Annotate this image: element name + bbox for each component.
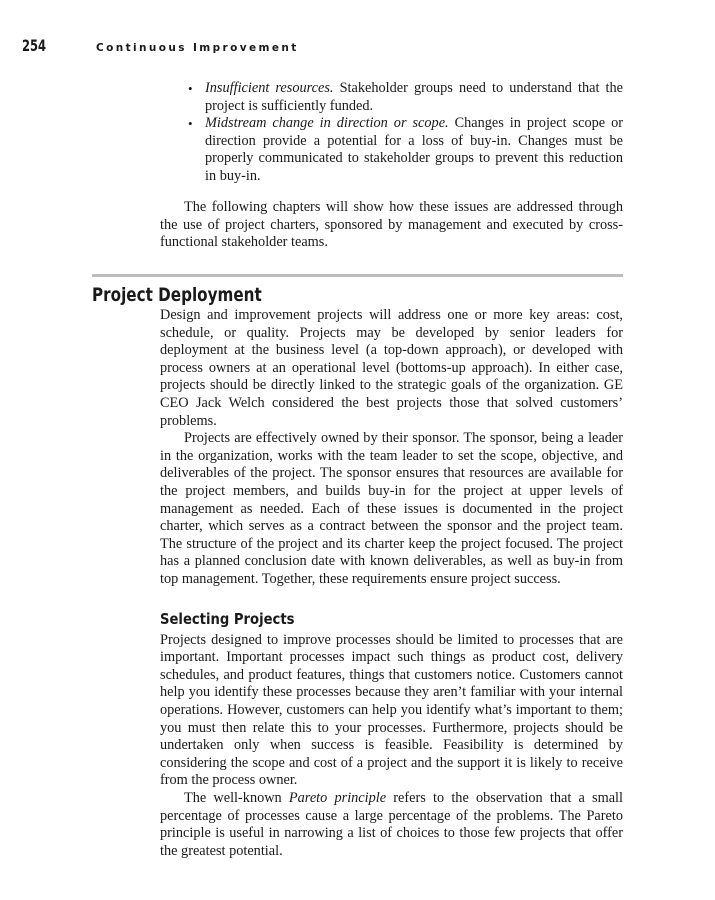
bullet-list bbox=[190, 80, 623, 186]
para-text: The well-known bbox=[184, 789, 289, 806]
bullet-lead: Midstream change in direction or scope. bbox=[205, 115, 449, 132]
bullet-lead: Insufficient resources. bbox=[205, 80, 334, 96]
intro-block bbox=[160, 199, 623, 252]
section-heading: Project Deployment bbox=[92, 284, 262, 306]
section-rule bbox=[92, 274, 623, 277]
page-number: 254 bbox=[22, 36, 47, 55]
intro-paragraph: The following chapters will show how these issues are addressed through the use of project charters, sponsored by management and executed by cross-functional stakeholder teams. bbox=[160, 199, 623, 251]
section-paragraph: Projects are effectively owned by their sponsor. The sponsor, being a leader in the organization, works with the team leader to set the scope, objective, and deliverables of the project. The sponsor ensures that resources are available for the project members, and builds buy-in for the project at upper levels of management as needed. Each of these issues is documented in the project charter, which serves as a contract between the sponsor and the project team. The structure of the project and its charter keep the project focused. The project has a planned conclusion date with known deliverables, as well as buy-in from top management. Together, these requirements ensure project success. bbox=[160, 430, 623, 587]
section-body bbox=[160, 307, 623, 589]
bullet-text: Changes in project scope or direction provide a potential for a loss of buy-in. Changes must be properly communicated to stakeholder groups to prevent this reduction in buy-in. bbox=[205, 115, 623, 184]
bullet-item bbox=[190, 80, 623, 115]
subsection-heading: Selecting Projects bbox=[160, 610, 295, 628]
subsection-block bbox=[160, 611, 623, 860]
subsection-paragraph: Projects designed to improve processes should be limited to processes that are important. Important processes impact such things as product cost, delivery schedules, and product features, things that customers notice. Customers cannot help you identify these processes because they aren’t familiar with your internal operations. However, customers can help you identify what’s important to them; you must then relate this to your processes. Furthermore, projects should be undertaken only when success is feasible. Feasibility is determined by considering the scope and cost of a project and the support it is likely to receive from the process owner. bbox=[160, 631, 623, 789]
para-text: refers to the observation that a small percentage of processes cause a large percentage of the problems. The Pareto principle is useful in narrowing a list of choices to those few projects that offer the greatest potential. bbox=[160, 789, 623, 859]
running-head bbox=[22, 36, 299, 60]
bullet-text: Stakeholder groups need to understand that the project is sufficiently funded. bbox=[205, 80, 623, 114]
running-title: Continuous Improvement bbox=[96, 42, 299, 54]
section-paragraph: Design and improvement projects will address one or more key areas: cost, schedule, or quality. Projects may be developed by senior leaders for deployment at the business level (a top-down approach), or developed with process owners at an operational level (bottoms-up approach). In either case, projects should be directly linked to the strategic goals of the organization. GE CEO Jack Welch considered the best projects those that solved customers’ problems. bbox=[160, 307, 623, 429]
bullet-item bbox=[190, 115, 623, 185]
subsection-paragraph bbox=[160, 790, 623, 860]
pareto-term: Pareto principle bbox=[288, 789, 387, 806]
